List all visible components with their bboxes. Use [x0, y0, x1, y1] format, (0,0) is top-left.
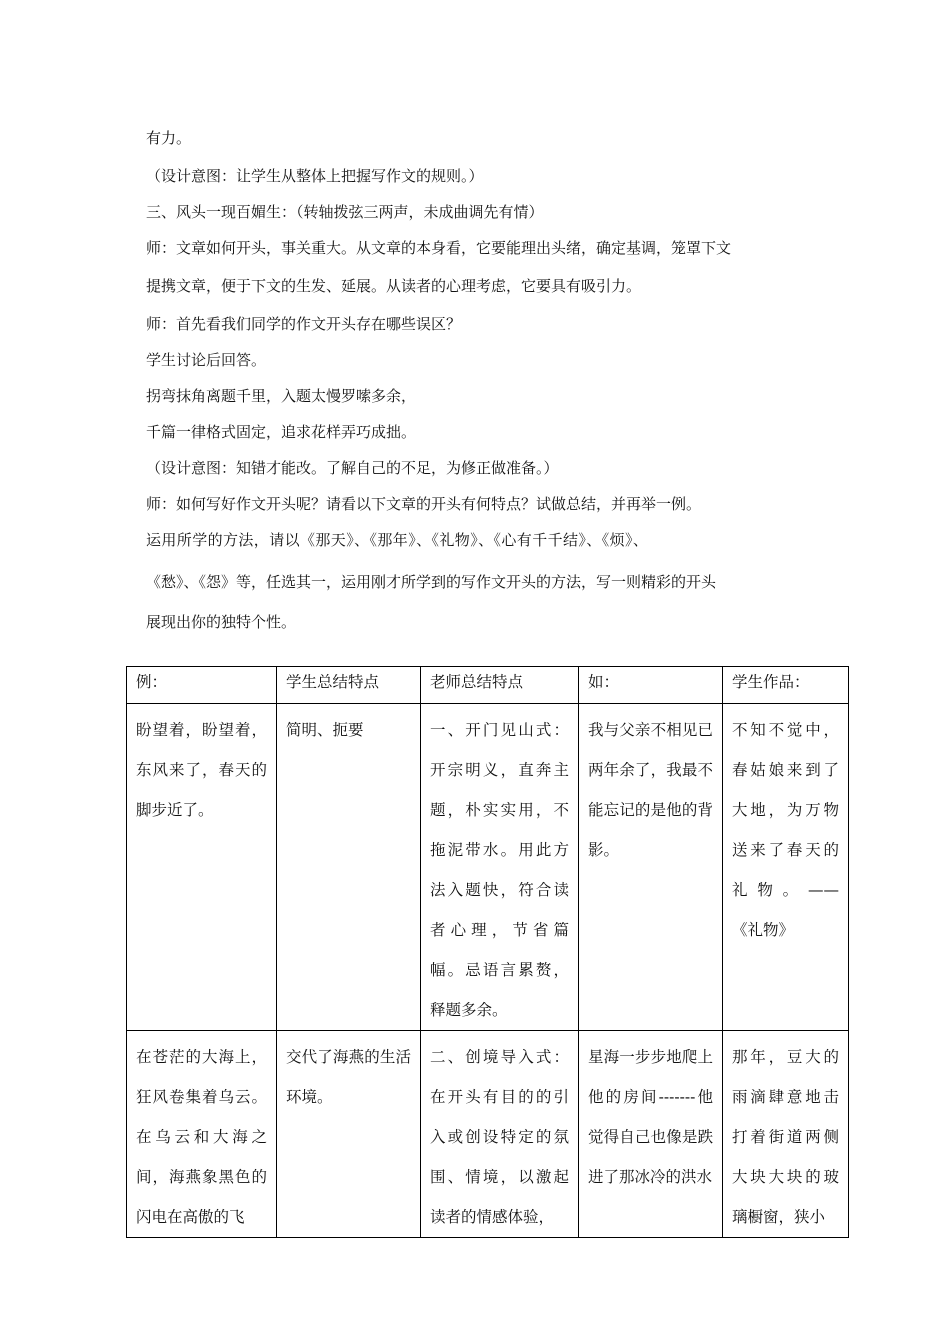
paragraph: 师：首先看我们同学的作文开头存在哪些误区？	[146, 315, 462, 333]
table-cell: 那年，豆大的雨滴肆意地击打着街道两侧大块大块的玻璃橱窗，狭小	[723, 1031, 849, 1238]
table-cell: 一、开门见山式：开宗明义，直奔主题，朴实实用，不拖泥带水。用此方法入题快，符合读者心理，节省篇幅。忌语言累赘，释题多余。	[421, 704, 579, 1031]
table-cell: 不知不觉中，春姑娘来到了大地，为万物送来了春天的礼物。——《礼物》	[723, 704, 849, 1031]
paragraph: 《愁》、《怨》等，任选其一，运用刚才所学到的写作文开头的方法，写一则精彩的开头	[146, 573, 717, 591]
table-row	[127, 704, 849, 1031]
paragraph: 千篇一律格式固定，追求花样弄巧成拙。	[146, 423, 417, 441]
table-cell: 我与父亲不相见已两年余了，我最不能忘记的是他的背影。	[579, 704, 723, 1031]
table-cell: 交代了海燕的生活环境。	[277, 1031, 421, 1238]
table-row	[127, 1031, 849, 1238]
examples-table	[126, 666, 849, 1238]
paragraph: 运用所学的方法，请以《那天》、《那年》、《礼物》、《心有千千结》、《烦》、	[146, 531, 649, 549]
table-header-cell: 学生总结特点	[277, 667, 421, 704]
table-header-cell: 如：	[579, 667, 723, 704]
table-header-row	[127, 667, 849, 704]
paragraph: 有力。	[146, 129, 192, 147]
table-cell: 简明、扼要	[277, 704, 421, 1031]
table-cell: 盼望着，盼望着，东风来了，春天的脚步近了。	[127, 704, 277, 1031]
paragraph: 提携文章，便于下文的生发、延展。从读者的心理考虑，它要具有吸引力。	[146, 277, 642, 295]
paragraph: 学生讨论后回答。	[146, 351, 267, 369]
paragraph: 展现出你的独特个性。	[146, 613, 297, 631]
table-cell: 在苍茫的大海上，狂风卷集着乌云。在乌云和大海之间，海燕象黑色的闪电在高傲的飞	[127, 1031, 277, 1238]
table-header-cell: 老师总结特点	[421, 667, 579, 704]
paragraph: 师：文章如何开头，事关重大。从文章的本身看，它要能理出头绪，确定基调，笼罩下文	[146, 239, 732, 257]
paragraph: （设计意图：知错才能改。了解自己的不足，为修正做准备。）	[146, 459, 559, 477]
paragraph: （设计意图：让学生从整体上把握写作文的规则。）	[146, 167, 484, 185]
table-header-cell: 例：	[127, 667, 277, 704]
paragraph: 师：如何写好作文开头呢？请看以下文章的开头有何特点？试做总结，并再举一例。	[146, 495, 702, 513]
paragraph: 拐弯抹角离题千里，入题太慢罗嗦多余，	[146, 387, 417, 405]
section-heading: 三、风头一现百媚生：（转轴拨弦三两声，未成曲调先有情）	[146, 203, 544, 221]
table-cell: 二、创境导入式：在开头有目的的引入或创设特定的氛围、情境，以激起读者的情感体验，	[421, 1031, 579, 1238]
table-cell: 星海一步步地爬上他的房间-------他觉得自己也像是跌进了那冰冷的洪水	[579, 1031, 723, 1238]
table-header-cell: 学生作品：	[723, 667, 849, 704]
